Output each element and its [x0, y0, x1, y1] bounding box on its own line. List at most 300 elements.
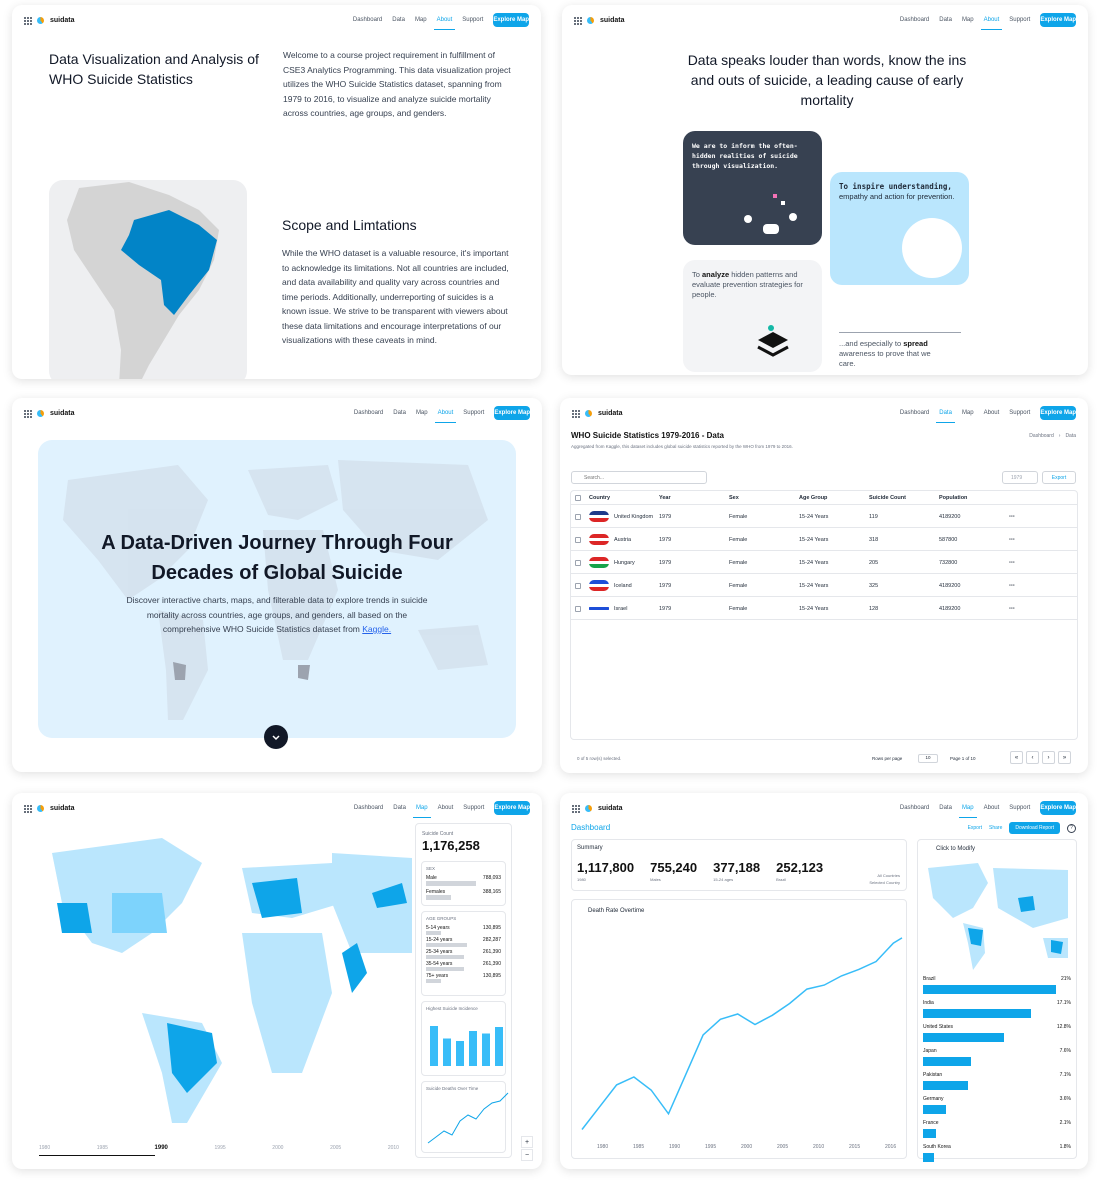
- age-row: [426, 961, 501, 971]
- first-page-button[interactable]: «: [1010, 751, 1023, 764]
- spread-pre: ...and especially to: [839, 339, 902, 348]
- logo-icon: [585, 410, 592, 417]
- chevron-down-icon: [272, 733, 280, 741]
- panel-hero: [12, 398, 542, 772]
- sex-row-label: Females: [426, 889, 446, 895]
- age-row-value: 130,895: [482, 925, 501, 931]
- apps-grid-icon[interactable]: [24, 17, 31, 24]
- country-bar-name: Brazil: [923, 976, 936, 982]
- explore-map-button[interactable]: Explore Map: [1040, 801, 1076, 815]
- mini-world-map[interactable]: [923, 858, 1073, 973]
- age-row-value: 261,390: [482, 949, 501, 955]
- nav-support[interactable]: Support: [462, 17, 484, 23]
- cell-population: 587800: [939, 536, 958, 543]
- navbar: [562, 5, 1088, 35]
- navbar: [12, 793, 542, 823]
- nav-dashboard[interactable]: Dashboard: [899, 410, 930, 416]
- south-america-map: [49, 180, 247, 379]
- cell-population: 4189200: [939, 582, 961, 589]
- incidence-bar: [482, 1034, 490, 1067]
- cell-year: 1979: [659, 513, 672, 520]
- age-row-bar: [426, 967, 464, 971]
- country-bar-row[interactable]: [923, 1096, 1071, 1114]
- nav-map[interactable]: Map: [415, 410, 428, 416]
- brand-name: suidata: [50, 16, 75, 24]
- x-tick-label: 2016: [885, 1144, 897, 1150]
- brand[interactable]: [572, 410, 623, 417]
- next-page-button[interactable]: ›: [1042, 751, 1055, 764]
- scope-title: Scope and Limtations: [282, 217, 417, 233]
- apps-grid-icon[interactable]: [574, 17, 581, 24]
- row-actions-icon[interactable]: ⋯: [1009, 513, 1015, 520]
- line-chart-title: Death Rate Overtime: [588, 908, 645, 914]
- world-map-background: [38, 440, 516, 738]
- row-checkbox[interactable]: [575, 583, 581, 589]
- country-flag-icon: [589, 511, 609, 522]
- card-inspire: [830, 172, 969, 285]
- logo-icon: [37, 805, 44, 812]
- modify-card: [917, 839, 1077, 1159]
- last-page-button[interactable]: »: [1058, 751, 1071, 764]
- data-subtitle: Aggregated from Kaggle, this dataset includes global suicide statistics reported by the WHO from 1979 to 2016.: [571, 444, 793, 449]
- nav-map[interactable]: Map: [414, 17, 427, 23]
- cell-sex: Female: [729, 559, 748, 566]
- modify-title: Click to Modify: [936, 846, 976, 852]
- deaths-sparkline: [426, 1091, 511, 1146]
- summary-stat-value: 755,240: [650, 860, 698, 875]
- cell-age: 15-24 Years: [799, 605, 829, 612]
- nav-support[interactable]: Support: [463, 805, 485, 811]
- col-year[interactable]: Year: [659, 495, 671, 501]
- incidence-bar: [430, 1026, 438, 1066]
- row-actions-icon[interactable]: ⋯: [1009, 605, 1015, 612]
- summary-card: [571, 839, 907, 891]
- nav-support[interactable]: Support: [463, 410, 485, 416]
- year-filter-value: 1979: [1011, 474, 1023, 481]
- share-button[interactable]: Share: [989, 825, 1003, 831]
- table-header: [571, 491, 1077, 505]
- incidence-chart: [421, 1001, 506, 1076]
- breadcrumb-data: Data: [1065, 433, 1076, 439]
- age-row-value: 130,895: [482, 973, 501, 979]
- cell-count: 119: [869, 513, 878, 520]
- sex-rows: [426, 875, 501, 900]
- nav-about[interactable]: About: [437, 13, 453, 27]
- download-report-button[interactable]: Download Report: [1009, 822, 1060, 834]
- cell-count: 128: [869, 605, 879, 612]
- brand[interactable]: [574, 17, 625, 24]
- dashboard-actions: [968, 822, 1076, 834]
- layers-illustration-icon: [753, 320, 793, 360]
- country-flag-icon: [589, 534, 609, 545]
- country-bar-name: Japan: [923, 1048, 937, 1054]
- cell-age: 15-24 Years: [799, 582, 829, 589]
- summary-title: Summary: [577, 845, 603, 851]
- cell-sex: Female: [729, 582, 748, 589]
- data-table: [570, 490, 1078, 740]
- cell-country: Hungary: [614, 559, 635, 566]
- intro-text: Welcome to a course project requirement in fulfillment of CSE3 Analytics Programming. This data visualization project utilizes the WHO Suicide Statistics dataset, spanning from 1979 to 2016, to visualize and analyze suicide mortality across countries, age groups, and genders.: [283, 50, 511, 118]
- map-stats-sidebar: [415, 823, 512, 1158]
- cell-count: 205: [869, 559, 879, 566]
- spread-bold: spread: [903, 339, 928, 348]
- brand[interactable]: [24, 805, 75, 812]
- nav-support[interactable]: Support: [1009, 805, 1031, 811]
- timeline-track: [39, 1155, 155, 1156]
- col-age-group[interactable]: Age Group: [799, 495, 828, 501]
- year-filter[interactable]: [1002, 471, 1038, 484]
- country-flag-icon: [589, 580, 609, 591]
- country-bar-percent: 21%: [1060, 976, 1071, 982]
- country-bar-percent: 3.6%: [1059, 1096, 1071, 1102]
- brand[interactable]: [24, 17, 75, 24]
- nav-data[interactable]: Data: [393, 805, 406, 811]
- nav-data[interactable]: Data: [392, 17, 405, 23]
- cell-country: United Kingdom: [614, 513, 654, 520]
- apps-grid-icon[interactable]: [572, 410, 579, 417]
- sex-row-label: Male: [426, 875, 437, 881]
- explore-map-button[interactable]: Explore Map: [493, 13, 529, 27]
- row-checkbox[interactable]: [575, 560, 581, 566]
- age-row-label: 75+ years: [426, 973, 449, 979]
- incidence-bar: [495, 1027, 503, 1066]
- nav-data[interactable]: Data: [939, 406, 952, 420]
- incidence-bar: [469, 1031, 477, 1066]
- nav-data[interactable]: Data: [939, 17, 952, 23]
- incidence-bars: [426, 1011, 511, 1071]
- country-bar-percent: 7.1%: [1059, 1072, 1071, 1078]
- age-row: [426, 925, 501, 935]
- x-tick-label: 2010: [813, 1144, 825, 1150]
- cell-sex: Female: [729, 605, 748, 612]
- nav-dashboard[interactable]: Dashboard: [899, 17, 930, 23]
- country-bar: [923, 1057, 971, 1066]
- age-row-bar: [426, 979, 441, 983]
- row-checkbox[interactable]: [575, 537, 581, 543]
- summary-stat: [650, 860, 697, 882]
- timeline-year[interactable]: 2010: [387, 1145, 399, 1151]
- summary-stat: [577, 860, 634, 882]
- nav-support[interactable]: Support: [1009, 17, 1031, 23]
- summary-stat-value: 1,117,800: [577, 860, 635, 875]
- brand-name: suidata: [598, 409, 623, 417]
- card-inform: [683, 131, 822, 245]
- page-title: Data Visualization and Analysis of WHO Suicide Statistics: [49, 51, 259, 87]
- dashboard-title: Dashboard: [571, 823, 611, 832]
- help-icon[interactable]: ?: [1067, 824, 1076, 833]
- country-bar: [923, 1105, 946, 1114]
- country-bar: [923, 1009, 1031, 1018]
- brand-name: suidata: [598, 804, 623, 812]
- prev-page-button[interactable]: ‹: [1026, 751, 1039, 764]
- summary-stat-value: 377,188: [713, 860, 761, 875]
- table-row[interactable]: [571, 551, 1077, 574]
- zoom-out-button[interactable]: −: [521, 1149, 533, 1161]
- summary-stat-value: 252,123: [776, 860, 824, 875]
- country-bar-row[interactable]: [923, 1000, 1071, 1018]
- col-sex[interactable]: Sex: [729, 495, 739, 501]
- age-row-label: 25-34 years: [426, 949, 453, 955]
- scope-body: While the WHO dataset is a valuable resource, it's important to acknowledge its limitations. Not all countries are included, and data availability and quality vary across countries and time periods. Additionally, underreporting of suicides is a known issue. We strive to be transparent with viewers about these data limitations and encourage interpretations of our visualizations with these caveats in mind.: [282, 248, 509, 345]
- country-bar: [923, 1153, 934, 1162]
- cell-sex: Female: [729, 513, 748, 520]
- logo-icon: [587, 17, 594, 24]
- country-bar-percent: 7.6%: [1059, 1048, 1071, 1054]
- summary-stat-caption: Males: [650, 877, 661, 882]
- death-rate-series-line: [582, 938, 902, 1130]
- card-inform-text: We are to inform the often-hidden realities of suicide through visualization.: [692, 142, 798, 170]
- nav-about[interactable]: About: [437, 805, 454, 811]
- headline: Data speaks louder than words, know the ins and outs of suicide, a leading cause of early mortality: [687, 52, 967, 108]
- cell-population: 4189200: [939, 605, 961, 612]
- country-bar: [923, 985, 1056, 994]
- timeline-year[interactable]: 1980: [39, 1145, 51, 1151]
- age-label: AGE GROUPS: [426, 916, 457, 921]
- x-tick-label: 2005: [777, 1144, 789, 1150]
- nav-map[interactable]: Map: [416, 801, 428, 815]
- breadcrumb-dashboard[interactable]: Dashboard: [1029, 433, 1054, 439]
- nav-data[interactable]: Data: [939, 805, 952, 811]
- kaggle-link[interactable]: Kaggle.: [362, 624, 392, 634]
- country-bar-row[interactable]: [923, 1144, 1071, 1162]
- col-population[interactable]: Population: [939, 495, 968, 501]
- summary-stat: [776, 860, 823, 882]
- x-tick-label: 1995: [705, 1144, 717, 1150]
- country-bar-percent: 2.1%: [1059, 1120, 1071, 1126]
- rows-per-page-select[interactable]: [918, 754, 938, 763]
- country-bar-row[interactable]: [923, 1072, 1071, 1090]
- selected-country-label: Selected Country: [869, 880, 900, 885]
- country-bar-percent: 17.1%: [1056, 1000, 1071, 1006]
- selection-status: 0 of 5 row(s) selected.: [577, 756, 622, 761]
- data-title: WHO Suicide Statistics 1979-2016 - Data: [571, 431, 724, 440]
- nav-about[interactable]: About: [438, 406, 454, 420]
- rows-per-page-label: Rows per page: [872, 756, 903, 761]
- pagination: [1010, 751, 1071, 764]
- summary-stat: [713, 860, 760, 882]
- country-bar-name: India: [923, 1000, 934, 1006]
- line-chart-card: [571, 899, 907, 1159]
- export-button[interactable]: Export: [967, 825, 983, 831]
- apps-grid-icon[interactable]: [572, 805, 579, 812]
- all-countries-label: All Countries: [877, 873, 900, 878]
- timeline-year[interactable]: 1985: [96, 1145, 108, 1151]
- sex-row-bar: [426, 881, 476, 886]
- age-rows: [426, 925, 501, 983]
- nav-map[interactable]: Map: [961, 17, 974, 23]
- cell-country: Iceland: [614, 582, 632, 589]
- panel-map: [12, 793, 542, 1169]
- cell-year: 1979: [659, 605, 672, 612]
- country-bar-row[interactable]: [923, 1120, 1071, 1138]
- sex-row-bar: [426, 895, 451, 900]
- cell-year: 1979: [659, 559, 672, 566]
- age-row-label: 35-54 years: [426, 961, 453, 967]
- age-row-label: 5-14 years: [426, 925, 450, 931]
- world-choropleth-map[interactable]: [12, 823, 412, 1143]
- sex-row: [426, 875, 501, 886]
- brand-name: suidata: [50, 804, 75, 812]
- hero-body: [118, 593, 436, 637]
- deaths-title: Suicide Deaths Over Time: [426, 1086, 479, 1091]
- cell-population: 4189200: [939, 513, 961, 520]
- nav-about[interactable]: About: [983, 410, 1000, 416]
- suicide-count-value: 1,176,258: [422, 838, 480, 853]
- x-tick-label: 1985: [633, 1144, 645, 1150]
- incidence-bar: [456, 1041, 464, 1066]
- export-label: Export: [1051, 474, 1067, 481]
- cell-age: 15-24 Years: [799, 536, 829, 543]
- brand[interactable]: [572, 805, 623, 812]
- col-country[interactable]: Country: [589, 495, 611, 501]
- spread-rest: awareness to prove that we care.: [839, 349, 931, 368]
- incidence-bar: [443, 1039, 451, 1067]
- timeline-labels: [39, 1145, 399, 1151]
- age-row-value: 282,287: [482, 937, 501, 943]
- card-analyze-rest: hidden patterns and evaluate prevention strategies for people.: [692, 270, 803, 299]
- navbar: [560, 793, 1088, 823]
- nav-dashboard[interactable]: Dashboard: [899, 805, 930, 811]
- cell-population: 732800: [939, 559, 958, 566]
- x-tick-label: 2000: [741, 1144, 753, 1150]
- country-flag-icon: [589, 603, 609, 614]
- age-breakdown: [421, 911, 506, 996]
- panel-about-mission: [562, 5, 1088, 375]
- card-inspire-bold: To inspire understanding,: [839, 182, 952, 191]
- scroll-down-button[interactable]: [264, 725, 288, 749]
- cell-country: Austria: [614, 536, 632, 543]
- card-analyze-bold: analyze: [702, 270, 730, 279]
- death-rate-line-chart: [572, 900, 908, 1150]
- x-tick-label: 1980: [597, 1144, 609, 1150]
- country-bar-name: South Korea: [923, 1144, 951, 1150]
- nav-dashboard[interactable]: Dashboard: [352, 17, 383, 23]
- country-bar: [923, 1081, 968, 1090]
- row-actions-icon[interactable]: ⋯: [1009, 582, 1015, 589]
- row-checkbox[interactable]: [575, 606, 581, 612]
- search-input[interactable]: [571, 471, 707, 484]
- navbar: [12, 5, 541, 35]
- page-indicator: Page 1 of 10: [950, 756, 976, 761]
- nav-map[interactable]: Map: [962, 801, 974, 815]
- timeline-year[interactable]: 1990: [154, 1145, 168, 1151]
- card-spread: [830, 335, 955, 373]
- row-actions-icon[interactable]: ⋯: [1009, 536, 1015, 543]
- deaths-over-time: [421, 1081, 506, 1153]
- cell-year: 1979: [659, 582, 672, 589]
- cell-age: 15-24 Years: [799, 513, 829, 520]
- table-row[interactable]: [571, 597, 1077, 620]
- select-all-checkbox[interactable]: [575, 495, 581, 501]
- age-row-bar: [426, 943, 467, 947]
- hero-body-text: Discover interactive charts, maps, and filterable data to explore trends in suicide mortality across countries, age groups, and genders, all based on the comprehensive WHO Suicide Statistics dataset from: [126, 595, 428, 634]
- brand-name: suidata: [50, 409, 75, 417]
- row-checkbox[interactable]: [575, 514, 581, 520]
- summary-stat-caption: 15-24 ages: [713, 877, 734, 882]
- age-row: [426, 937, 501, 947]
- cell-year: 1979: [659, 536, 672, 543]
- navbar: [12, 398, 542, 428]
- country-bar: [923, 1129, 936, 1138]
- cell-country: Israel: [614, 605, 628, 612]
- sex-label: SEX: [426, 866, 436, 871]
- export-button[interactable]: [1042, 471, 1076, 484]
- country-bar-name: Germany: [923, 1096, 944, 1102]
- country-bar: [923, 1033, 1004, 1042]
- table-row[interactable]: [571, 574, 1077, 597]
- zoom-in-button[interactable]: +: [521, 1136, 533, 1148]
- country-bar-row[interactable]: [923, 1024, 1071, 1042]
- timeline-year[interactable]: 2000: [272, 1145, 284, 1151]
- nav-data[interactable]: Data: [393, 410, 406, 416]
- nav-about[interactable]: About: [983, 805, 1000, 811]
- x-tick-label: 1990: [669, 1144, 681, 1150]
- panel-dashboard: [560, 793, 1088, 1169]
- person-illustration-icon: [902, 218, 962, 278]
- explore-map-button[interactable]: Explore Map: [494, 801, 530, 815]
- country-bar-row[interactable]: [923, 1048, 1071, 1066]
- apps-grid-icon[interactable]: [24, 410, 31, 417]
- row-actions-icon[interactable]: ⋯: [1009, 559, 1015, 566]
- table-row[interactable]: [571, 505, 1077, 528]
- explore-map-button[interactable]: Explore Map: [494, 406, 530, 420]
- x-tick-label: 2015: [849, 1144, 861, 1150]
- country-bar-name: United States: [923, 1024, 954, 1030]
- breadcrumb: [1029, 433, 1076, 439]
- age-row-value: 261,390: [482, 961, 501, 967]
- panel-about-intro: [12, 5, 541, 379]
- nav-about[interactable]: About: [984, 13, 1000, 27]
- age-row-label: 15-24 years: [426, 937, 453, 943]
- nav-map[interactable]: Map: [961, 410, 974, 416]
- spread-divider: [839, 332, 961, 333]
- nav-dashboard[interactable]: Dashboard: [353, 805, 384, 811]
- nav-dashboard[interactable]: Dashboard: [353, 410, 384, 416]
- sex-row: [426, 889, 501, 900]
- timeline-year[interactable]: 1995: [214, 1145, 226, 1151]
- card-inspire-rest: empathy and action for prevention.: [839, 192, 955, 201]
- cell-count: 325: [869, 582, 879, 589]
- country-bar-percent: 1.8%: [1059, 1144, 1071, 1150]
- summary-stat-caption: 1980: [577, 877, 586, 882]
- explore-map-button[interactable]: Explore Map: [1040, 13, 1076, 27]
- hero-card: [38, 440, 516, 738]
- sex-row-value: 788,093: [482, 875, 501, 881]
- brand-name: suidata: [600, 16, 625, 24]
- country-flag-icon: [589, 557, 609, 568]
- logo-icon: [37, 410, 44, 417]
- sex-row-value: 388,165: [482, 889, 501, 895]
- brand[interactable]: [24, 410, 75, 417]
- age-row-bar: [426, 955, 464, 959]
- table-row[interactable]: [571, 528, 1077, 551]
- logo-icon: [585, 805, 592, 812]
- col-suicide-count[interactable]: Suicide Count: [869, 495, 906, 501]
- apps-grid-icon[interactable]: [24, 805, 31, 812]
- cell-count: 318: [869, 536, 879, 543]
- nav-support[interactable]: Support: [1009, 410, 1031, 416]
- hero-title: A Data-Driven Journey Through Four Decades of Global Suicide: [101, 532, 453, 584]
- country-bar-row[interactable]: [923, 976, 1071, 994]
- timeline-year[interactable]: 2005: [330, 1145, 342, 1151]
- breadcrumb-separator: ›: [1058, 433, 1061, 439]
- timeline-slider[interactable]: [39, 1145, 399, 1159]
- country-bars: [923, 976, 1071, 1168]
- explore-map-button[interactable]: Explore Map: [1040, 406, 1076, 420]
- age-row-bar: [426, 931, 441, 935]
- country-bar-percent: 12.8%: [1056, 1024, 1071, 1030]
- logo-icon: [37, 17, 44, 24]
